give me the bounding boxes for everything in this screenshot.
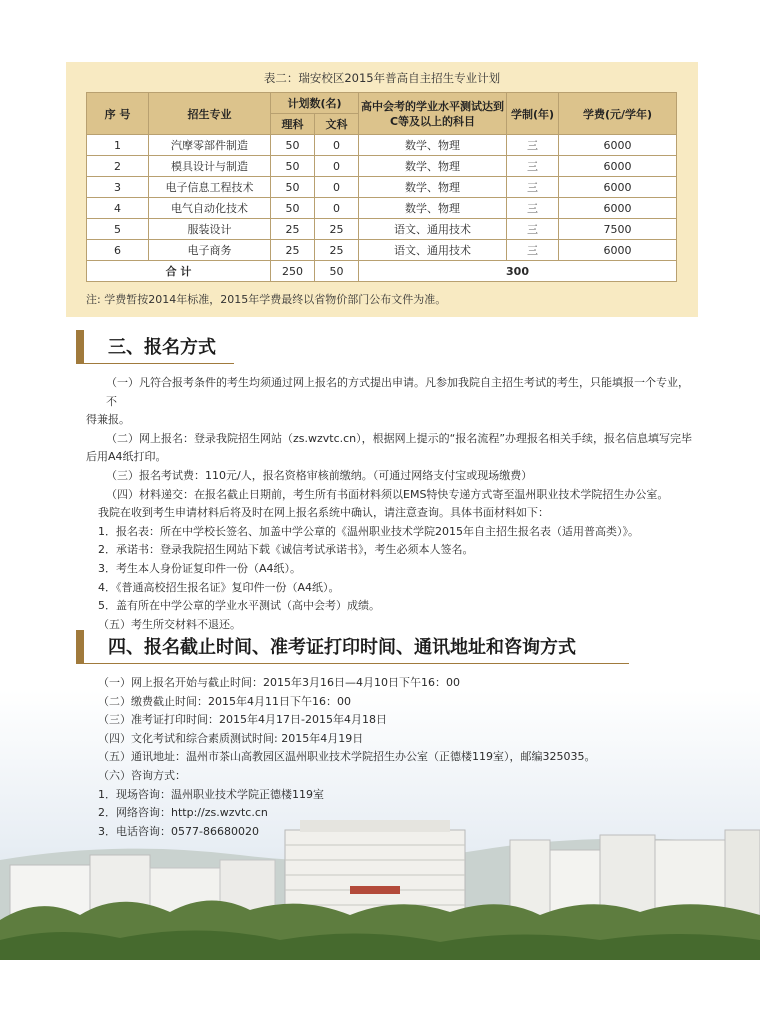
header-arts: 文科: [315, 114, 359, 135]
paragraph-line: 2．承诺书：登录我院招生网站下载《诚信考试承诺书》，考生必须本人签名。: [98, 543, 474, 557]
cell-major: 电子信息工程技术: [149, 177, 271, 198]
cell-science: 25: [271, 240, 315, 261]
header-subjects: 高中会考的学业水平测试达到C等及以上的科目: [359, 93, 507, 135]
total-arts: 50: [315, 261, 359, 282]
section-accent-bar: [76, 330, 84, 364]
section3-body: [86, 374, 696, 634]
enrollment-plan-panel: [66, 62, 698, 317]
paragraph-line: （二）缴费截止时间：2015年4月11日下午16：00: [98, 694, 351, 708]
cell-science: 50: [271, 198, 315, 219]
paragraph-line: （一）网上报名开始与截止时间：2015年3月16日—4月10日下午16：00: [98, 676, 460, 689]
enrollment-plan-table: [86, 92, 677, 282]
paragraph-line: 5．盖有所在中学公章的学业水平测试（高中会考）成绩。: [98, 599, 380, 613]
table-row: [87, 219, 677, 240]
cell-arts: 0: [315, 177, 359, 198]
paragraph-line: 2．网络咨询：http://zs.wzvtc.cn: [98, 806, 268, 820]
table-row: [87, 156, 677, 177]
cell-major: 电子商务: [149, 240, 271, 261]
table-row: [87, 240, 677, 261]
section3-title: 三、报名方式: [108, 337, 216, 358]
cell-arts: 25: [315, 240, 359, 261]
cell-years: 三: [507, 219, 559, 240]
cell-major: 模具设计与制造: [149, 156, 271, 177]
cell-subjects: 数学、物理: [359, 198, 507, 219]
paragraph-line: （一）凡符合报考条件的考生均须通过网上报名的方式提出申请。凡参加我院自主招生考试的考生，只能填报一个专业，不: [106, 376, 689, 408]
cell-science: 50: [271, 135, 315, 156]
cell-no: 1: [87, 135, 149, 156]
header-plan: 计划数(名): [271, 93, 359, 114]
header-no: 序 号: [87, 93, 149, 135]
cell-no: 2: [87, 156, 149, 177]
total-sum: 300: [359, 261, 677, 282]
table-caption: 表二：瑞安校区2015年普高自主招生专业计划: [263, 71, 501, 85]
cell-subjects: 语文、通用技术: [359, 219, 507, 240]
cell-subjects: 语文、通用技术: [359, 240, 507, 261]
cell-science: 50: [271, 156, 315, 177]
section-accent-bar: [76, 630, 84, 664]
paragraph-line: 3．考生本人身份证复印件一份（A4纸）。: [98, 561, 302, 575]
paragraph-line: 4．《普通高校招生报名证》复印件一份（A4纸）。: [98, 580, 340, 594]
table-row: [87, 135, 677, 156]
cell-arts: 25: [315, 219, 359, 240]
paragraph-line: （三）报名考试费：110元/人，报名资格审核前缴纳。（可通过网络支付宝或现场缴费）: [106, 468, 533, 482]
paragraph-line: 后用A4纸打印。: [86, 450, 167, 464]
table-total-row: [87, 261, 677, 282]
cell-science: 50: [271, 177, 315, 198]
cell-subjects: 数学、物理: [359, 156, 507, 177]
paragraph-line: 3．电话咨询：0577-86680020: [98, 824, 259, 838]
cell-fee: 6000: [559, 177, 677, 198]
paragraph-line: （五）考生所交材料不退还。: [98, 617, 241, 631]
header-fee: 学费(元/学年): [559, 93, 677, 135]
cell-arts: 0: [315, 156, 359, 177]
paragraph-line: （四）材料递交：在报名截止日期前，考生所有书面材料须以EMS特快专递方式寄至温州职业技术学院招生办公室。: [106, 487, 669, 501]
cell-arts: 0: [315, 198, 359, 219]
header-science: 理科: [271, 114, 315, 135]
section-underline: [84, 663, 629, 664]
cell-subjects: 数学、物理: [359, 177, 507, 198]
cell-major: 电气自动化技术: [149, 198, 271, 219]
cell-years: 三: [507, 135, 559, 156]
section-underline: [84, 363, 234, 364]
cell-no: 3: [87, 177, 149, 198]
table-row: [87, 198, 677, 219]
cell-subjects: 数学、物理: [359, 135, 507, 156]
section4-title: 四、报名截止时间、准考证打印时间、通讯地址和咨询方式: [108, 637, 576, 658]
cell-years: 三: [507, 177, 559, 198]
cell-fee: 7500: [559, 219, 677, 240]
paragraph-line: （六）咨询方式：: [98, 768, 186, 782]
cell-fee: 6000: [559, 135, 677, 156]
table-header-row: [87, 93, 677, 114]
cell-years: 三: [507, 156, 559, 177]
paragraph-line: 我院在收到考生申请材料后将及时在网上报名系统中确认，请注意查询。具体书面材料如下：: [98, 506, 549, 520]
table-row: [87, 177, 677, 198]
table-note: 注: 学费暂按2014年标准，2015年学费最终以省物价部门公布文件为准。: [86, 293, 447, 306]
cell-years: 三: [507, 240, 559, 261]
paragraph-line: （四）文化考试和综合素质测试时间: 2015年4月19日: [98, 731, 364, 745]
cell-no: 5: [87, 219, 149, 240]
header-major: 招生专业: [149, 93, 271, 135]
cell-fee: 6000: [559, 156, 677, 177]
paragraph-line: （三）准考证打印时间：2015年4月17日-2015年4月18日: [98, 713, 387, 727]
cell-no: 4: [87, 198, 149, 219]
cell-fee: 6000: [559, 198, 677, 219]
cell-fee: 6000: [559, 240, 677, 261]
paragraph-line: （二）网上报名：登录我院招生网站（zs.wzvtc.cn），根据网上提示的“报名流程”办理报名相关手续，报名信息填写完毕: [106, 431, 693, 445]
paragraph-line: 得兼报。: [86, 413, 130, 427]
cell-no: 6: [87, 240, 149, 261]
header-years: 学制(年): [507, 93, 559, 135]
paragraph-line: 1．现场咨询：温州职业技术学院正德楼119室: [98, 787, 324, 801]
paragraph-line: 1．报名表：所在中学校长签名、加盖中学公章的《温州职业技术学院2015年自主招生报名表（适用普高类）》。: [98, 524, 639, 538]
cell-major: 服装设计: [149, 219, 271, 240]
cell-science: 25: [271, 219, 315, 240]
section4-body: [98, 674, 696, 841]
cell-arts: 0: [315, 135, 359, 156]
total-science: 250: [271, 261, 315, 282]
total-label: 合 计: [87, 261, 271, 282]
cell-years: 三: [507, 198, 559, 219]
cell-major: 汽摩零部件制造: [149, 135, 271, 156]
paragraph-line: （五）通讯地址：温州市茶山高教园区温州职业技术学院招生办公室（正德楼119室），邮编325035。: [98, 750, 596, 764]
